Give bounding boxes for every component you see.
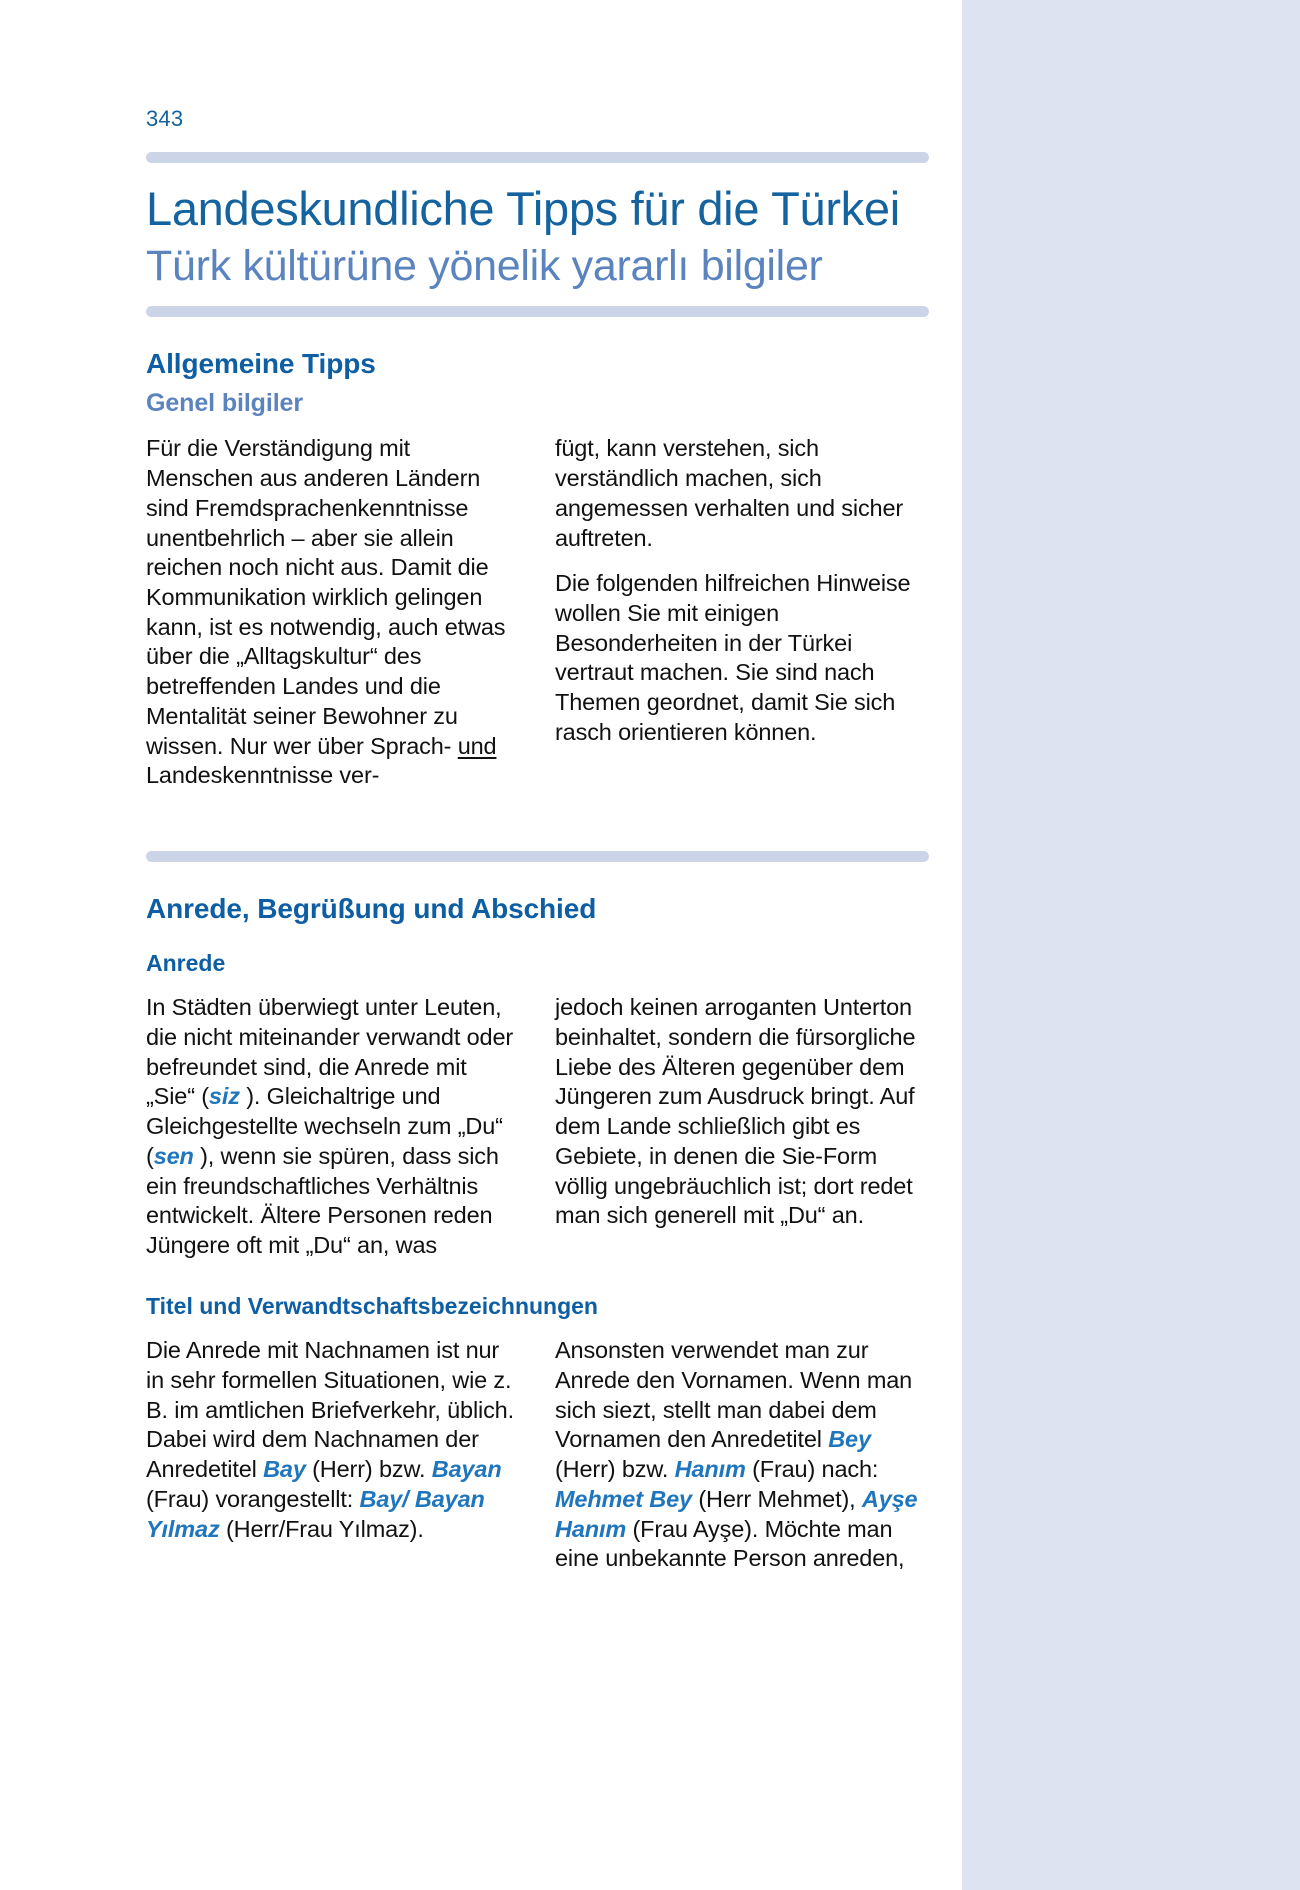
page-number: 343 (146, 106, 184, 131)
text-run: (Herr) bzw. (305, 1456, 432, 1483)
decorative-rule-section-two (146, 851, 929, 862)
subsection-heading-titel-verwandtschaft: Titel und Verwandtschaftsbezeichnungen (146, 1292, 598, 1319)
turkish-term: sen (153, 1142, 194, 1169)
paragraph-anrede-left (146, 993, 519, 1260)
turkish-term: siz (208, 1083, 240, 1110)
text-run: Ansonsten verwendet man zur Anrede den Vornamen. Wenn man sich siezt, stellt man dabei dem Vornamen den Anredetitel (555, 1337, 913, 1453)
section-heading-allgemeine-tipps: Allgemeine Tipps (146, 347, 376, 379)
turkish-term: Ayşe Hanım (555, 1485, 918, 1542)
column-left-intro (146, 434, 519, 791)
text-run: (Herr/Frau Yılmaz). (219, 1515, 424, 1542)
text-run: (Frau Ayşe). Möchte man eine unbekannte Person anreden, (555, 1515, 905, 1572)
paragraph-intro-right-2: Die folgenden hilfreichen Hinweise wollen Sie mit einigen Besonderheiten in der Türkei vertraut machen. Sie sind nach Themen geordnet, damit Sie sich rasch orientieren können. (555, 570, 911, 745)
column-left-titel (146, 1336, 519, 1574)
text-run: (Frau) nach: (745, 1456, 879, 1483)
text-run: Die Anrede mit Nachnamen ist nur in sehr formellen Situationen, wie z. B. im amtlichen Briefverkehr, üblich. Dabei wird dem Nachnamen der Anredetitel (146, 1337, 514, 1483)
paragraph-titel-left (146, 1336, 519, 1544)
text-run: jedoch keinen arroganten Unterton beinhaltet, sondern die fürsorgliche Liebe des Älteren gegenüber dem Jüngeren zum Ausdruck bringt. Auf dem Lande schließlich gibt es Gebiete, in denen die Sie-Form völlig ungebräuchlich ist; dort redet man sich generell mit „Du“ an. (555, 994, 916, 1229)
turkish-term: Bayan (431, 1456, 502, 1483)
columns-allgemeine-tipps (146, 434, 929, 791)
page-edge-strip (962, 0, 1300, 1890)
column-left-anrede (146, 993, 519, 1260)
underlined-und: und (457, 732, 497, 759)
text-run: ), wenn sie spüren, dass sich ein freundschaftliches Verhältnis entwickelt. Ältere Personen reden Jüngere oft mit „Du“ an, was (146, 1142, 499, 1258)
page-title-german: Landeskundliche Tipps für die Türkei (146, 182, 900, 235)
decorative-rule-top (146, 152, 929, 163)
text-run: (Frau) vorangestellt: (146, 1485, 360, 1512)
column-right-anrede (555, 993, 928, 1260)
turkish-term: Bay/ Bayan Yılmaz (146, 1485, 485, 1542)
paragraph-intro-post: Landeskenntnisse ver- (146, 762, 380, 789)
paragraph-anrede-right (555, 993, 928, 1231)
turkish-term: Mehmet Bey (555, 1485, 692, 1512)
subsection-heading-anrede: Anrede (146, 949, 226, 976)
text-run: In Städten überwiegt unter Leuten, die nicht miteinander verwandt oder befreundet sind, die Anrede mit „Sie“ ( (146, 994, 514, 1110)
turkish-term: Bey (828, 1426, 871, 1453)
text-run: ). Gleichaltrige und Gleichgestellte wechseln zum „Du“ ( (146, 1083, 503, 1169)
text-run: (Herr Mehmet), (691, 1485, 862, 1512)
column-right-titel (555, 1336, 928, 1574)
paragraph-intro-left (146, 434, 519, 791)
decorative-rule-under-title (146, 306, 929, 317)
paragraph-intro-pre: Für die Verständigung mit Menschen aus anderen Ländern sind Fremdsprachenkenntnisse unentbehrlich – aber sie allein reichen noch nicht aus. Damit die Kommunikation wirklich gelingen kann, ist es notwendig, auch etwas über die „Alltagskultur“ des betreffenden Landes und die Mentalität seiner Bewohner zu wissen. Nur wer über Sprach- (146, 435, 506, 759)
turkish-term: Bay (263, 1456, 306, 1483)
columns-anrede (146, 993, 929, 1260)
section-heading-genel-bilgiler: Genel bilgiler (146, 389, 303, 418)
paragraph-intro-right-1: fügt, kann verstehen, sich verständlich machen, sich angemessen verhalten und sicher auftreten. (555, 435, 904, 551)
page-title-turkish: Türk kültürüne yönelik yararlı bilgiler (146, 241, 823, 290)
turkish-term: Hanım (674, 1456, 746, 1483)
text-run: (Herr) bzw. (555, 1456, 675, 1483)
columns-titel (146, 1336, 929, 1574)
column-right-intro (555, 434, 928, 791)
paragraph-titel-right (555, 1336, 928, 1574)
section-heading-anrede-begruessung-abschied: Anrede, Begrüßung und Abschied (146, 893, 597, 924)
